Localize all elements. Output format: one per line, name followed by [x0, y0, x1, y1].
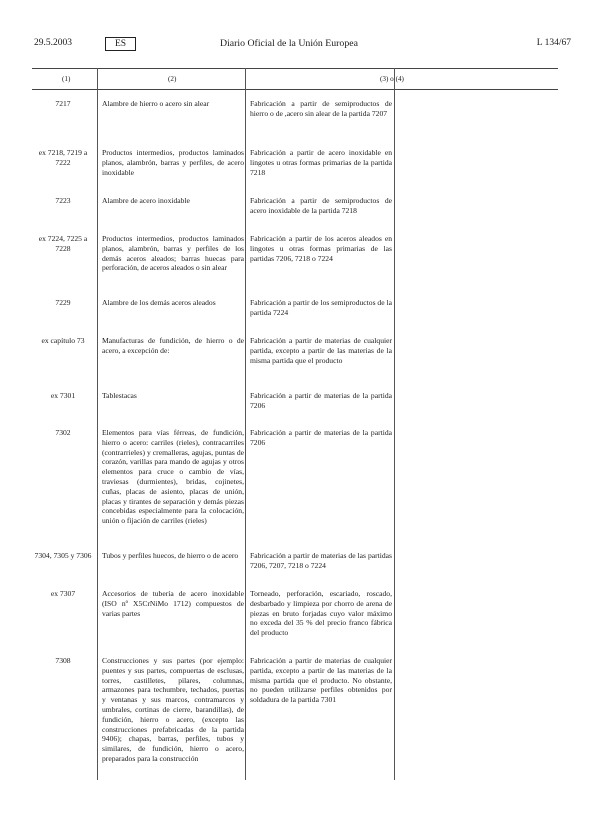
column-divider	[394, 68, 395, 780]
row-description: Tubos y perfiles huecos, de hierro o de acero	[102, 551, 239, 560]
column-header-3: (3) o (4)	[380, 75, 404, 83]
column-header-2: (2)	[168, 75, 177, 83]
rules-table	[32, 68, 558, 90]
row-rule: Torneado, perforación, escariado, roscado, desbarbado y limpieza por chorro de arena de piezas en bruto forjadas cuyo valor máximo no exceda del 35 % del precio franco fábrica del producto	[250, 589, 392, 638]
row-code: 7304, 7305 y 7306	[34, 551, 92, 560]
row-code: 7229	[55, 298, 71, 307]
journal-title: Diario Oficial de la Unión Europea	[220, 38, 358, 49]
row-description: Alambre de hierro o acero sin alear	[102, 99, 210, 108]
row-code: 7308	[55, 656, 71, 665]
page-number: L 134/67	[536, 38, 571, 48]
row-description: Tablestacas	[102, 391, 137, 400]
row-code: 7302	[55, 428, 71, 437]
row-description: Productos intermedios, productos laminados planos, alambrón, barras y perfiles, de acero inoxidable	[102, 148, 244, 177]
row-description: Alambre de acero inoxidable	[102, 196, 190, 205]
row-rule: Fabricación a partir de materias de la partida 7206	[250, 428, 392, 447]
row-description: Accesorios de tubería de acero inoxidable (ISO nº X5CrNiMo 1712) compuestos de varias partes	[102, 589, 244, 618]
row-code: 7223	[55, 196, 71, 205]
row-rule: Fabricación a partir de materias de la partida 7206	[250, 391, 392, 410]
row-code: 7217	[55, 99, 71, 108]
row-rule: Fabricación a partir de los aceros aleados en lingotes u otras formas primarias de las partidas 7206, 7218 o 7224	[250, 234, 392, 263]
publication-date: 29.5.2003	[34, 38, 72, 48]
language-badge: ES	[105, 37, 136, 51]
column-header-1: (1)	[62, 75, 71, 83]
row-rule: Fabricación a partir de los semiproductos de la partida 7224	[250, 298, 392, 317]
row-rule: Fabricación a partir de materias de cualquier partida, excepto a partir de las materias de la misma partida que el producto	[250, 336, 392, 365]
row-description: Elementos para vías férreas, de fundición, hierro o acero: carriles (rieles), contracarriles (contrarrieles) y cremalleras, agujas, puntas de corazón, varillas para mando de agujas y otros elementos para cruce o cambio de vías, traviesas (durmientes), bridas, cojinetes, cuñas, placas de asiento, placas de unión, placas y tirantes de separación y demás piezas concebidas especialmente para la colocación, unión o fijación de carriles (rieles)	[102, 428, 244, 526]
row-code: ex 7307	[50, 589, 76, 598]
row-rule: Fabricación a partir de acero inoxidable en lingotes u otras formas primarias de la partida 7218	[250, 148, 392, 177]
row-description: Manufacturas de fundición, de hierro o de acero, a excepción de:	[102, 336, 244, 355]
row-rule: Fabricación a partir de materias de las partidas 7206, 7207, 7218 o 7224	[250, 551, 392, 570]
row-code: ex 7301	[50, 391, 76, 400]
row-description: Construcciones y sus partes (por ejemplo: puentes y sus partes, compuertas de esclusas, torres, castilletes, pilares, columnas, armazones para techumbre, techados, puertas y ventanas y sus marcos, contramarcos y umbrales, cortinas de cierre, barandillas), de fundición, hierro o acero, (excepto las construcciones prefabricadas de la partida 9406); chapas, barras, perfiles, tubos y similares, de fundición, hierro o acero, preparados para la construcción	[102, 656, 244, 763]
row-description: Alambre de los demás aceros aleados	[102, 298, 216, 307]
row-rule: Fabricación a partir de materias de cualquier partida, excepto a partir de las materias de la misma partida que el producto. No obstante, no pueden utilizarse perfiles obtenidos por soldadura de la partida 7301	[250, 656, 392, 705]
table-header-row	[32, 68, 558, 90]
column-divider	[245, 68, 246, 780]
row-description: Productos intermedios, productos laminados planos, alambrón, barras y perfiles de los demás aceros aleados; barras huecas para perforación, de aceros aleados o sin alear	[102, 234, 244, 273]
row-rule: Fabricación a partir de semiproductos de hierro o de ,acero sin alear de la partida 7207	[250, 99, 392, 118]
row-rule: Fabricación a partir de semiproductos de acero inoxidable de la partida 7218	[250, 196, 392, 215]
page-header	[34, 38, 571, 54]
column-divider	[97, 68, 98, 780]
row-code: ex 7218, 7219 a 7222	[38, 148, 88, 167]
row-code: ex 7224, 7225 a 7228	[38, 234, 88, 253]
row-code: ex capítulo 73	[41, 336, 85, 345]
